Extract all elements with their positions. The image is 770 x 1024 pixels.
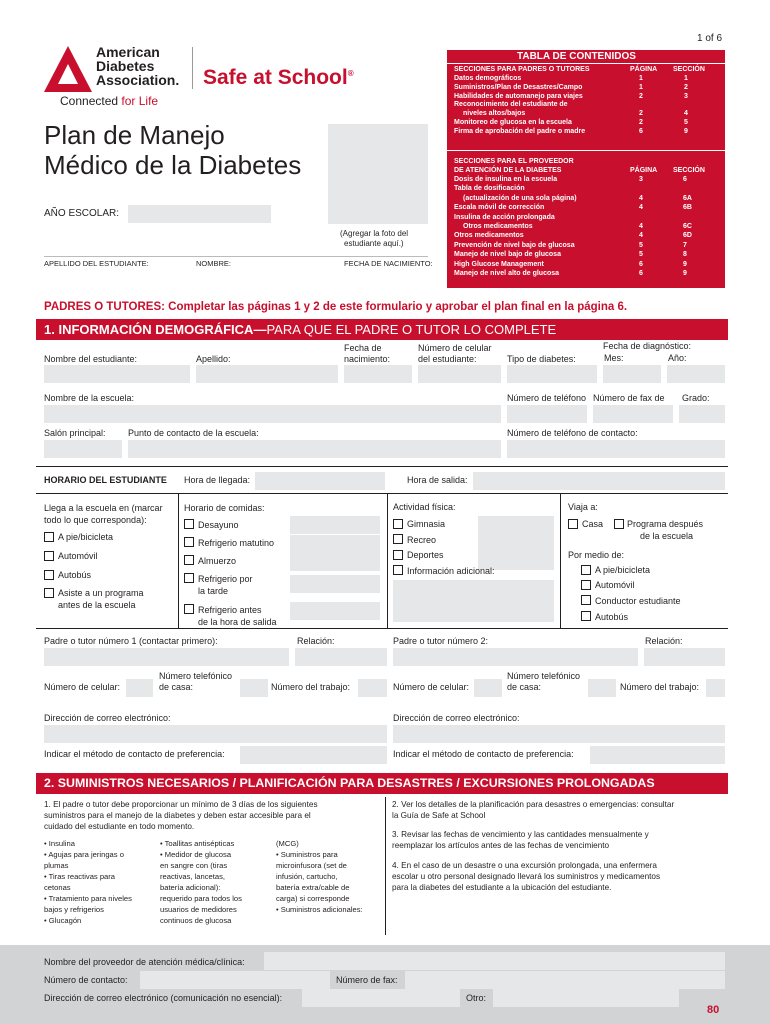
travel-home-checkbox[interactable]: [568, 519, 578, 529]
toc-parents-row-label: Monitoreo de glucosa en la escuela: [454, 119, 572, 126]
before-program-label-line1: Asiste a un programa: [58, 588, 144, 598]
supplies-item: batería extra/cable de: [276, 883, 350, 892]
toc-provider-row-section: 6B: [683, 204, 692, 212]
diabetes-type-label: Tipo de diabetes:: [507, 354, 576, 364]
student-name-line: [44, 256, 428, 257]
pm-snack-label-line2: la tarde: [198, 586, 229, 596]
grade-label: Grado:: [682, 393, 710, 403]
school-contact-label: Punto de contacto de la escuela:: [128, 428, 259, 438]
diag-year-field[interactable]: [667, 365, 725, 383]
parent1-cell-label: Número de celular:: [44, 682, 121, 692]
footer-email-field[interactable]: [302, 989, 460, 1007]
am-snack-checkbox[interactable]: [184, 537, 194, 547]
student-cell-label-line2: del estudiante:: [418, 354, 477, 364]
supplies-item: (MCG): [276, 839, 299, 848]
arrive-walk-label: A pie/bicicleta: [58, 532, 114, 542]
travel-bus-label: Autobús: [595, 612, 629, 622]
footer-contact-field[interactable]: [140, 971, 330, 989]
diag-year-label: Año:: [668, 353, 687, 363]
last-name-label: Apellido:: [196, 354, 231, 364]
parent2-cell-label: Número de celular:: [393, 682, 470, 692]
footer-other-label: Otro:: [466, 993, 487, 1003]
parent2-email-label: Dirección de correo electrónico:: [393, 713, 520, 723]
parent2-work-field[interactable]: [706, 679, 725, 697]
ada-logo: [44, 46, 92, 92]
toc-provider-row-page: 5: [639, 241, 643, 249]
before-dismissal-snack-checkbox[interactable]: [184, 604, 194, 614]
last-name-field[interactable]: [196, 365, 338, 383]
toc-provider-row-label: Otros medicamentos: [463, 223, 533, 230]
page-number: 80: [707, 1004, 720, 1016]
supplies-item: • Insulina: [44, 839, 75, 848]
supplies-item: • Toallitas antisépticas: [160, 839, 235, 848]
diag-month-field[interactable]: [603, 365, 661, 383]
arrive-car-checkbox[interactable]: [44, 551, 54, 561]
pm-snack-label-line1: Refrigerio por: [198, 574, 253, 584]
arrive-bus-checkbox[interactable]: [44, 570, 54, 580]
travel-home-label: Casa: [582, 519, 604, 529]
sports-label: Deportes: [407, 550, 444, 560]
parent1-contact-pref-field[interactable]: [240, 746, 387, 764]
additional-info-field[interactable]: [393, 580, 554, 622]
school-fax-field[interactable]: [593, 405, 673, 423]
travel-car-label: Automóvil: [595, 580, 635, 590]
additional-info-checkbox[interactable]: [393, 565, 403, 575]
footer-fax-label: Número de fax:: [336, 975, 398, 985]
toc-provider-row-page: 6: [639, 260, 643, 268]
before-program-label-line2: antes de la escuela: [58, 600, 136, 610]
student-cell-field[interactable]: [418, 365, 501, 383]
travel-bus-checkbox[interactable]: [581, 611, 591, 621]
toc-provider-row-label: Tabla de dosificación: [454, 185, 525, 193]
supplies-p4-line3: para la diabetes del estudiante a la ubicación del estudiante.: [392, 883, 612, 892]
schedule-bottom-line: [36, 628, 728, 629]
supplies-item: infusión, cartucho,: [276, 872, 338, 881]
grade-field[interactable]: [679, 405, 725, 423]
homeroom-label: Salón principal:: [44, 428, 106, 438]
school-name-field[interactable]: [44, 405, 501, 423]
program-name: Safe at School®: [203, 66, 354, 89]
schedule-col-div3: [560, 493, 561, 628]
recess-checkbox[interactable]: [393, 534, 403, 544]
doc-title-line2: Médico de la Diabetes: [44, 150, 302, 180]
toc-provider-col-section: SECCIÓN: [673, 167, 705, 174]
travel-title: Viaja a:: [568, 502, 598, 512]
schedule-col-div1: [178, 493, 179, 628]
supplies-item: usuarios de medidores: [160, 905, 237, 914]
pe-label: Gimnasia: [407, 519, 446, 529]
table-of-contents: [447, 50, 725, 288]
footer-contact-label: Número de contacto:: [44, 975, 128, 985]
supplies-p2-line2: la Guía de Safe at School: [392, 811, 486, 820]
toc-provider-col-page: PÁGINA: [630, 167, 658, 174]
school-fax-label: Número de fax de: [593, 393, 665, 403]
contact-phone-label: Número de teléfono de contacto:: [507, 428, 638, 438]
supplies-item: • Suministros para: [276, 850, 338, 859]
school-name-label: Nombre de la escuela:: [44, 393, 135, 403]
toc-parents-row-page: 2: [639, 110, 643, 118]
parent1-work-label: Número del trabajo:: [271, 682, 351, 692]
student-cell-label-line1: Número de celular: [418, 343, 492, 353]
provider-label: Nombre del proveedor de atención médica/clínica:: [44, 957, 245, 967]
supplies-item: • Tiras reactivas para: [44, 872, 116, 881]
school-phone-field[interactable]: [507, 405, 587, 423]
toc-provider-row-section: 6C: [683, 223, 692, 230]
contact-phone-field[interactable]: [507, 440, 725, 458]
before-dismissal-snack-label-line1: Refrigerio antes: [198, 605, 262, 615]
supplies-p3-line1: 3. Revisar las fechas de vencimiento y las cantidades mensualmente y: [392, 830, 649, 839]
toc-parents-row-page: 1: [639, 83, 643, 91]
org-name-line1: American: [96, 44, 160, 60]
arrival-label: Hora de llegada:: [184, 475, 251, 485]
travel-car-checkbox[interactable]: [581, 580, 591, 590]
toc-provider-row-section: 6: [683, 176, 687, 183]
schedule-top-line: [36, 466, 728, 467]
supplies-p3-line2: reemplazar los artículos antes de las fechas de vencimiento: [392, 841, 610, 850]
after-program-label-line1: Programa después: [627, 519, 704, 529]
arrive-bus-label: Autobús: [58, 570, 92, 580]
toc-provider-row-section: 9: [683, 270, 687, 277]
parent1-name-field[interactable]: [44, 648, 289, 666]
toc-provider-row-label: Manejo de nivel bajo de glucosa: [454, 251, 561, 259]
toc-parents-row-section: 2: [684, 83, 688, 91]
toc-parents-row-section: 3: [684, 92, 688, 100]
school-year-label: AÑO ESCOLAR:: [44, 208, 120, 219]
before-dismissal-snack-label-line2: de la hora de salida: [198, 617, 277, 627]
toc-parents-row-section: 4: [684, 110, 688, 118]
toc-provider-row-section: 8: [683, 251, 687, 259]
pe-checkbox[interactable]: [393, 519, 403, 529]
arrive-by-label-line1: Llega a la escuela en (marcar: [44, 503, 163, 513]
travel-walk-label: A pie/bicicleta: [595, 565, 651, 575]
footer-email-label: Dirección de correo electrónico (comunicación no esencial):: [44, 993, 283, 1003]
travel-walk-checkbox[interactable]: [581, 565, 591, 575]
supplies-item: bajos y refrigerios: [44, 905, 104, 914]
provider-field[interactable]: [264, 952, 725, 970]
footer-other-field[interactable]: [493, 989, 679, 1007]
parent2-relation-field[interactable]: [644, 648, 725, 666]
parent1-email-field[interactable]: [44, 725, 387, 743]
supplies-item: carga) si corresponde: [276, 894, 350, 903]
tagline: Connected for Life: [60, 94, 159, 108]
arrive-car-label: Automóvil: [58, 551, 98, 561]
parent1-work-field[interactable]: [358, 679, 387, 697]
parent2-cell-field[interactable]: [474, 679, 502, 697]
lunch-checkbox[interactable]: [184, 555, 194, 565]
parent2-name-field[interactable]: [393, 648, 638, 666]
toc-parents-row-label: niveles altos/bajos: [463, 110, 526, 118]
footer-fax-field[interactable]: [405, 971, 725, 989]
toc-provider-row-label: Manejo de nivel alto de glucosa: [454, 270, 560, 277]
ada-triangle-icon: [44, 46, 92, 92]
section2-divider: [385, 797, 386, 935]
diag-date-label: Fecha de diagnóstico:: [603, 341, 692, 351]
supplies-item: en sangre con (tiras: [160, 861, 228, 870]
org-name-line3: Association.: [96, 72, 180, 88]
parent1-cell-field[interactable]: [126, 679, 153, 697]
toc-provider-heading-line2: DE ATENCIÓN DE LA DIABETES: [454, 167, 562, 174]
toc-provider-row-page: 4: [639, 204, 643, 212]
toc-provider-row-page: 6: [639, 270, 643, 277]
supplies-item: reactivas, lancetas,: [160, 872, 225, 881]
parent2-contact-pref-label: Indicar el método de contacto de preferencia:: [393, 749, 574, 759]
travel-student-driver-label: Conductor estudiante: [595, 596, 681, 606]
diabetes-type-field[interactable]: [507, 365, 597, 383]
schedule-col-div2: [387, 493, 388, 628]
lunch-time-field[interactable]: [290, 553, 380, 571]
toc-provider-row-label: Insulina de acción prolongada: [454, 213, 555, 221]
section2-header: 2. SUMINISTROS NECESARIOS / PLANIFICACIÓN PARA DESASTRES / EXCURSIONES PROLONGADAS: [36, 773, 728, 794]
parent2-home-label-line2: de casa:: [507, 682, 542, 692]
parent2-work-label: Número del trabajo:: [620, 682, 700, 692]
toc-provider-row-section: 7: [683, 241, 687, 249]
toc-parents-row-section: 1: [684, 75, 688, 82]
parent1-email-label: Dirección de correo electrónico:: [44, 713, 171, 723]
toc-parents-row-label: Firma de aprobación del padre o madre: [454, 127, 586, 135]
student-dob-label: FECHA DE NACIMIENTO:: [344, 259, 433, 268]
breakfast-label: Desayuno: [198, 520, 239, 530]
after-program-checkbox[interactable]: [614, 519, 624, 529]
toc-parents-col-section: SECCIÓN: [673, 66, 705, 73]
dob-field[interactable]: [344, 365, 412, 383]
supplies-p4-line2: escolar u otro personal designado llevará los suministros y medicamentos: [392, 872, 661, 881]
supplies-p1-line2: suministros para el manejo de la diabetes y deben estar accesible para el: [44, 811, 311, 820]
toc-parents-col-page: PÁGINA: [630, 66, 658, 73]
pm-snack-checkbox[interactable]: [184, 573, 194, 583]
toc-parents-row-section: 9: [684, 127, 688, 135]
am-snack-time-field[interactable]: [290, 535, 380, 553]
breakfast-time-field[interactable]: [290, 516, 380, 534]
school-phone-label: Número de teléfono: [507, 393, 587, 403]
supplies-item: microinfusora (set de: [276, 861, 347, 870]
toc-provider-row-label: (actualización de una sola página): [463, 194, 577, 202]
arrival-field[interactable]: [255, 472, 385, 490]
student-name-label: Nombre del estudiante:: [44, 354, 138, 364]
activity-title: Actividad física:: [393, 502, 456, 512]
supplies-item: • Suministros adicionales:: [276, 905, 363, 914]
recess-label: Recreo: [407, 535, 437, 545]
parent2-home-field[interactable]: [588, 679, 616, 697]
toc-parents-row-page: 2: [639, 92, 643, 100]
school-contact-field[interactable]: [128, 440, 501, 458]
toc-provider-row-page: 3: [639, 176, 643, 183]
student-lastname-label: APELLIDO DEL ESTUDIANTE:: [44, 259, 149, 268]
doc-title-line1: Plan de Manejo: [44, 120, 225, 150]
toc-provider-row-label: Escala móvil de corrección: [454, 204, 545, 212]
am-snack-label: Refrigerio matutino: [198, 538, 275, 548]
toc-provider-row-section: 9: [683, 260, 687, 268]
supplies-item: • Agujas para jeringas o: [44, 850, 124, 859]
page-count: 1 of 6: [697, 33, 723, 44]
toc-provider-row-page: 5: [639, 251, 643, 259]
supplies-item: requerido para todos los: [160, 894, 242, 903]
section1-header: 1. INFORMACIÓN DEMOGRÁFICA—PARA QUE EL PADRE O TUTOR LO COMPLETE: [36, 319, 728, 340]
supplies-item: • Tratamiento para niveles: [44, 894, 132, 903]
toc-provider-row-label: Otros medicamentos: [454, 232, 524, 240]
parent2-home-label-line1: Número telefónico: [507, 671, 581, 681]
toc-parents-row-label: Suministros/Plan de Desastres/Campo: [454, 83, 583, 91]
schedule-title: HORARIO DEL ESTUDIANTE: [44, 475, 167, 485]
supplies-item: batería adicional):: [160, 883, 221, 892]
toc-provider-row-page: 4: [639, 194, 643, 202]
lunch-label: Almuerzo: [198, 556, 237, 566]
parent2-label: Padre o tutor número 2:: [393, 636, 489, 646]
toc-parents-row-label: Habilidades de automanejo para viajes: [454, 92, 583, 100]
dob-label-line1: Fecha de: [344, 343, 382, 353]
pm-snack-time-field[interactable]: [290, 575, 380, 593]
supplies-p4-line1: 4. En el caso de un desastre o una excursión prolongada, una enfermera: [392, 861, 657, 870]
before-program-checkbox[interactable]: [44, 588, 54, 598]
parent1-home-label-line2: de casa:: [159, 682, 194, 692]
toc-parents-row-page: 1: [639, 75, 643, 82]
toc-provider-row-section: 6A: [683, 194, 692, 202]
toc-divider: [447, 150, 725, 151]
school-year-field[interactable]: [128, 205, 271, 223]
toc-parents-row-section: 5: [684, 119, 688, 126]
supplies-p1-line3: cuidado del estudiante en todo momento.: [44, 822, 195, 831]
logo-divider: [192, 47, 193, 89]
supplies-p1-line1: 1. El padre o tutor debe proporcionar un mínimo de 3 días de los siguientes: [44, 800, 318, 809]
toc-provider-row-page: 4: [639, 232, 643, 240]
supplies-item: • Glucagón: [44, 916, 82, 925]
parent-instruction: PADRES O TUTORES: Completar las páginas 1 y 2 de este formulario y aprobar el plan final en la página 6.: [44, 301, 628, 313]
student-firstname-label: NOMBRE:: [196, 259, 232, 268]
travel-by-label: Por medio de:: [568, 550, 625, 560]
toc-parents-heading: SECCIONES PARA PADRES O TUTORES: [454, 66, 590, 73]
student-photo-box[interactable]: [328, 124, 428, 224]
sports-checkbox[interactable]: [393, 550, 403, 560]
additional-info-label: Información adicional:: [407, 566, 495, 576]
supplies-item: • Medidor de glucosa: [160, 850, 232, 859]
meals-title: Horario de comidas:: [184, 503, 265, 513]
photo-note-line1: (Agregar la foto del: [340, 229, 409, 238]
parent1-contact-pref-label: Indicar el método de contacto de preferencia:: [44, 749, 225, 759]
toc-provider-row-section: 6D: [683, 232, 692, 240]
toc-provider-row-label: Dosis de insulina en la escuela: [454, 176, 558, 183]
diag-month-label: Mes:: [604, 353, 624, 363]
photo-note-line2: estudiante aquí.): [344, 239, 404, 248]
arrive-walk-checkbox[interactable]: [44, 532, 54, 542]
parent2-email-field[interactable]: [393, 725, 725, 743]
schedule-mid-line: [36, 493, 728, 494]
dob-label-line2: nacimiento:: [344, 354, 391, 364]
recess-field[interactable]: [478, 534, 554, 552]
travel-student-driver-checkbox[interactable]: [581, 595, 591, 605]
supplies-p2-line1: 2. Ver los detalles de la planificación para desastres o emergencias: consultar: [392, 800, 675, 809]
arrive-by-label-line2: todo lo que corresponda):: [44, 515, 147, 525]
org-name-line2: Diabetes: [96, 58, 155, 74]
supplies-item: continuos de glucosa: [160, 916, 232, 925]
toc-parents-row-page: 6: [639, 127, 643, 135]
toc-parents-row-label: Datos demográficos: [454, 75, 522, 82]
breakfast-checkbox[interactable]: [184, 519, 194, 529]
student-name-field[interactable]: [44, 365, 190, 383]
supplies-item: plumas: [44, 861, 69, 870]
before-dismissal-time-field[interactable]: [290, 602, 380, 620]
toc-parents-row-page: 2: [639, 119, 643, 126]
parent1-home-label-line1: Número telefónico: [159, 671, 233, 681]
pe-field[interactable]: [478, 516, 554, 534]
parent1-relation-label: Relación:: [297, 636, 335, 646]
supplies-item: cetonas: [44, 883, 71, 892]
toc-provider-row-label: High Glucose Management: [454, 260, 544, 268]
toc-provider-row-page: 4: [639, 223, 643, 230]
departure-label: Hora de salida:: [407, 475, 468, 485]
parent1-home-field[interactable]: [240, 679, 268, 697]
after-program-label-line2: de la escuela: [640, 531, 694, 541]
toc-title: TABLA DE CONTENIDOS: [517, 51, 636, 62]
toc-parents-row-label: Reconocimiento del estudiante de: [454, 101, 568, 109]
parent1-label: Padre o tutor número 1 (contactar primero):: [44, 636, 218, 646]
parent1-relation-field[interactable]: [295, 648, 387, 666]
departure-field[interactable]: [473, 472, 725, 490]
toc-provider-heading-line1: SECCIONES PARA EL PROVEEDOR: [454, 158, 574, 165]
parent2-contact-pref-field[interactable]: [590, 746, 725, 764]
parent2-relation-label: Relación:: [645, 636, 683, 646]
toc-provider-row-label: Prevención de nivel bajo de glucosa: [454, 241, 575, 249]
homeroom-field[interactable]: [44, 440, 122, 458]
